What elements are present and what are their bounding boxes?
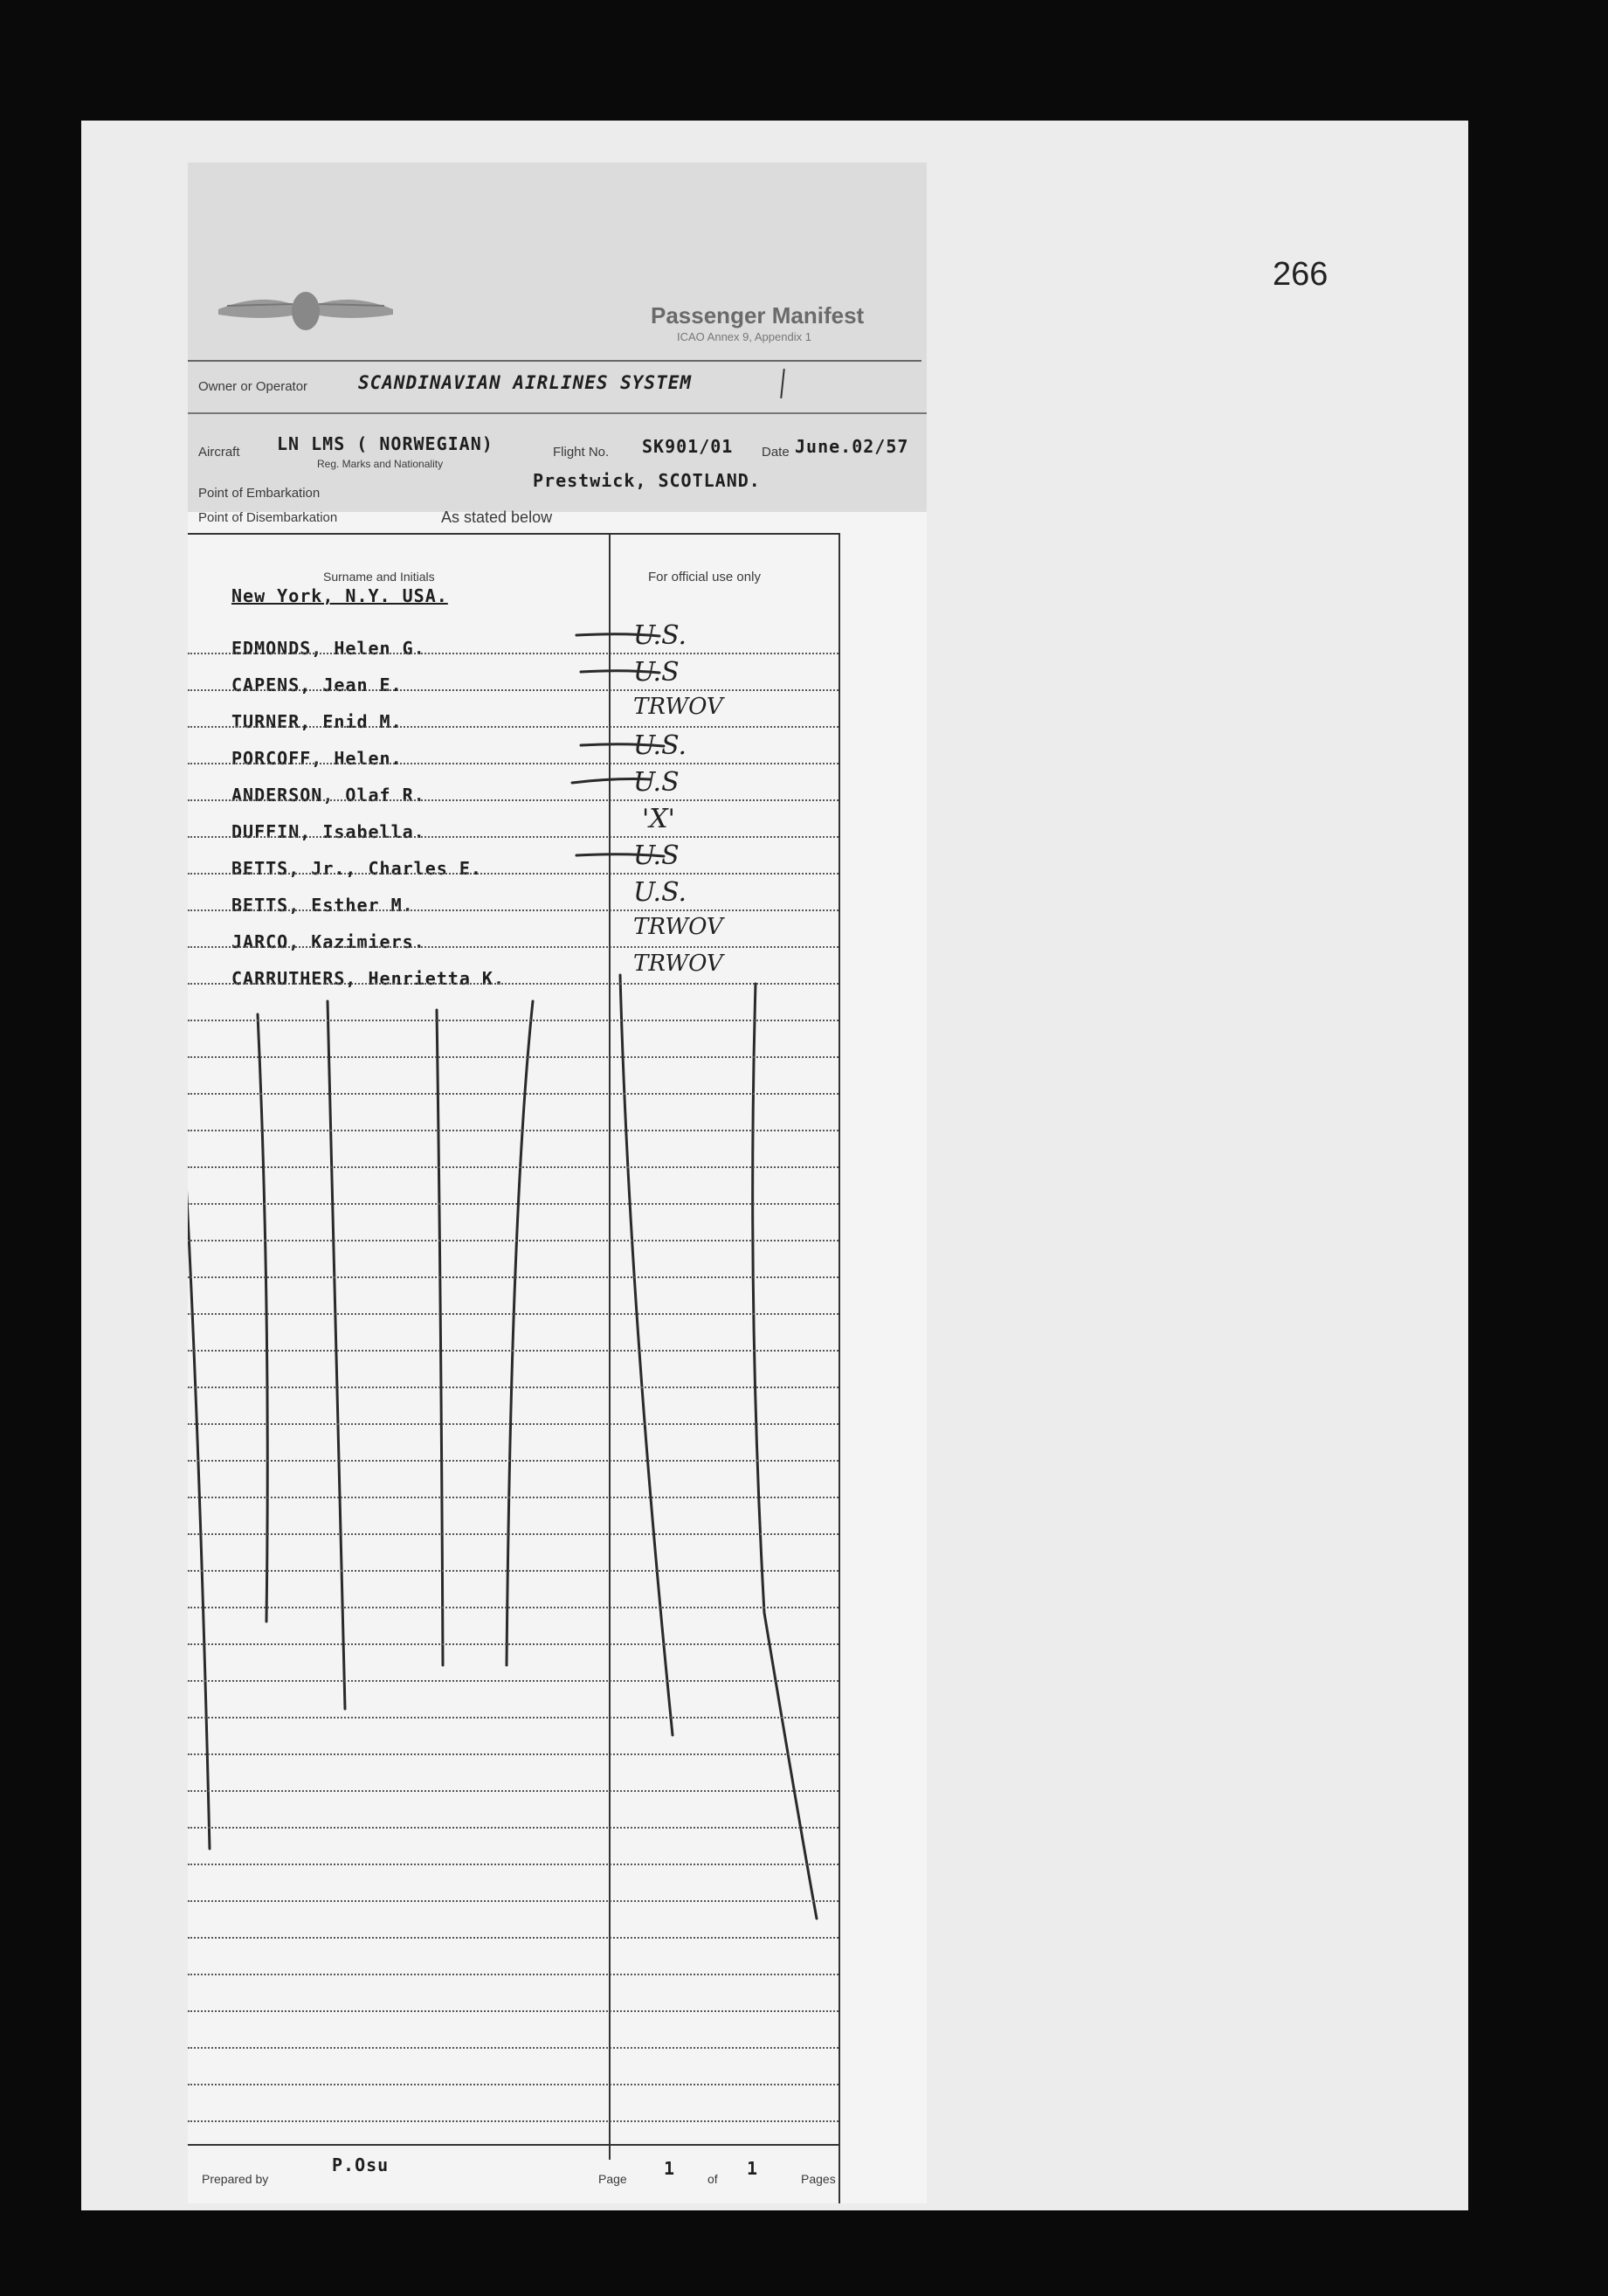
ruled-line [188,1166,839,1168]
page-label: Page [598,2172,627,2186]
official-entry: TRWOV [633,694,723,720]
date-label: Date [762,445,790,460]
page-number: 266 [1273,256,1328,293]
disembark-value: As stated below [441,508,553,526]
owner-label: Owner or Operator [198,379,308,394]
ruled-line [188,1753,839,1755]
passenger-name: TURNER, Enid M. [231,711,403,732]
official-entry: U.S [633,767,680,798]
ruled-line [188,1937,839,1939]
passenger-name: ANDERSON, Olaf R. [231,785,425,806]
ruled-line [188,1240,839,1241]
manifest-form [188,163,927,2203]
aircraft-value: LN LMS ( NORWEGIAN) [277,433,493,454]
ruled-line [188,1056,839,1058]
ruled-line [188,689,839,691]
ruled-line [188,763,839,764]
ruled-line [188,1020,839,1021]
ruled-line [188,873,839,875]
passenger-name: DUFFIN, Isabella. [231,821,425,842]
ruled-line [188,1350,839,1352]
ruled-line [188,1643,839,1645]
aircraft-label: Aircraft [198,445,240,460]
passenger-name: CAPENS, Jean E. [231,674,403,695]
official-entry: 'X' [642,804,675,834]
embark-value: Prestwick, SCOTLAND. [533,470,761,491]
official-entry: TRWOV [633,951,723,977]
ruled-line [188,1680,839,1682]
of-value: 1 [747,2158,759,2179]
official-entry: U.S. [633,877,687,908]
ruled-line [188,2047,839,2049]
col-name-header: Surname and Initials [323,570,435,584]
ruled-line [188,1460,839,1462]
passenger-name: JARCO, Kazimiers. [231,931,425,952]
form-title: Passenger Manifest [651,302,865,328]
ruled-line [188,1497,839,1498]
ruled-line [188,1900,839,1902]
ruled-line [188,2084,839,2085]
official-entry: TRWOV [633,914,723,940]
ruled-line [188,2010,839,2012]
ruled-line [188,1130,839,1131]
handwritten-strike-marks [188,163,927,2203]
passenger-name: PORCOFF, Helen. [231,748,403,769]
table-bottom-border [188,2144,839,2146]
embark-label: Point of Embarkation [198,486,321,501]
disembark-label: Point of Disembarkation [198,510,338,525]
ruled-line [188,799,839,801]
passenger-name: BETTS, Jr., Charles E. [231,858,482,879]
col-official-header: For official use only [648,570,761,584]
ruled-line [188,1827,839,1829]
ruled-line [188,1093,839,1095]
ruled-line [188,2120,839,2122]
official-entry: U.S. [633,730,687,761]
ruled-line [188,1570,839,1572]
aircraft-sub-label: Reg. Marks and Nationality [317,458,444,470]
pages-label: Pages [801,2172,836,2186]
ruled-line [188,1864,839,1865]
prepared-label: Prepared by [202,2172,269,2186]
form-subtitle: ICAO Annex 9, Appendix 1 [677,330,811,343]
destination-heading: New York, N.Y. USA. [231,585,448,606]
ruled-line [188,1203,839,1205]
passenger-name: CARRUTHERS, Henrietta K. [231,968,505,989]
official-entry: U.S [633,840,680,871]
ruled-line [188,946,839,948]
ruled-line [188,1790,839,1792]
ruled-line [188,1974,839,1975]
ruled-line [188,653,839,654]
ruled-line [188,1607,839,1608]
owner-value: SCANDINAVIAN AIRLINES SYSTEM [358,372,693,393]
prepared-value: P.Osu [332,2154,390,2175]
ruled-line [188,836,839,838]
official-entry: U.S [633,657,680,688]
passenger-name: EDMONDS, Helen G. [231,638,425,659]
passenger-name: BETTS, Esther M. [231,895,414,916]
flight-label: Flight No. [553,445,610,460]
ruled-line [188,726,839,728]
page-value: 1 [664,2158,676,2179]
flight-value: SK901/01 [642,436,734,457]
ruled-line [188,983,839,985]
ruled-line [188,1533,839,1535]
ruled-line [188,1276,839,1278]
date-value: June.02/57 [795,436,909,457]
ruled-line [188,1717,839,1719]
ruled-line [188,909,839,911]
official-entry: U.S. [633,620,687,651]
of-label: of [707,2172,718,2186]
ruled-line [188,1387,839,1388]
ruled-line [188,1423,839,1425]
ruled-line [188,1313,839,1315]
